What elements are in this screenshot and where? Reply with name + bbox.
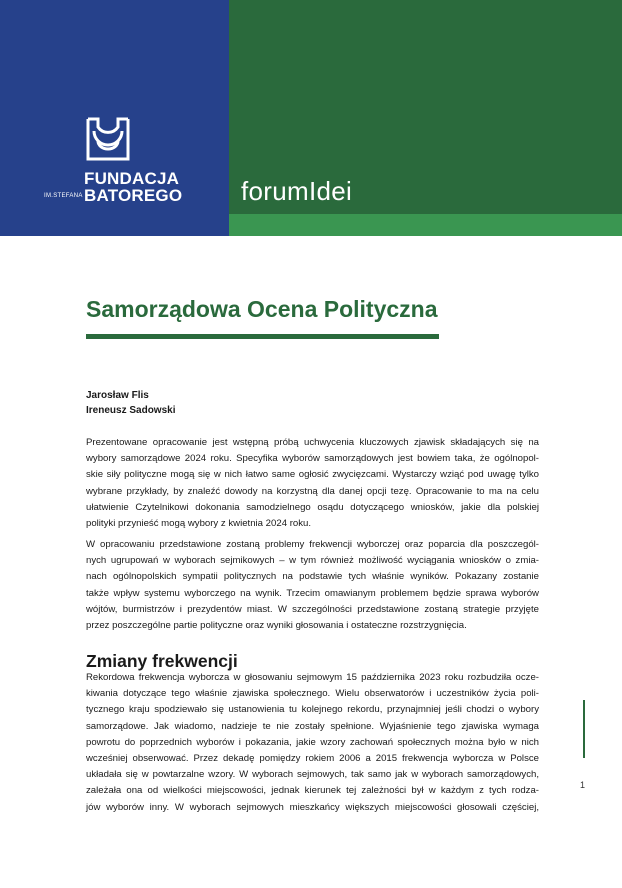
paragraph-line: skie siły polityczne mogą się w nich łatwo same ogłosić zwycięzcami. Wystarczy wziąć pod uwagę tylko [86,469,539,481]
author-2: Ireneusz Sadowski [86,405,176,416]
paragraph-line: Rekordowa frekwencja wyborcza w głosowaniu sejmowym 15 października 2023 roku rozbudziła ocze- [86,672,539,683]
paragraph-line: wójtów, burmistrzów i prezydentów miast. W szczególności przedstawione zostaną strategie przyjęte [86,603,539,615]
paragraph-line: kiwania dotyczące tego właśnie zjawiska społecznego. Wielu obserwatorów i uczestników życia poli- [86,688,539,700]
paragraph-1 [86,435,539,532]
header-green-stripe [229,214,622,236]
paragraph-line: przez poszczególne partie polityczne oraz wyniki głosowania i ostateczne rozstrzygnięcia. [86,620,467,632]
paragraph-2 [86,537,539,634]
paragraph-line: powrotu do poprzednich wyborów i pokazania, jakie wzory zachowań społecznych można było w nich [86,736,539,748]
paragraph-line: wcześniej obserwować. Przez dekadę pomiędzy rokiem 2006 a 2015 frekwencja wyborcza w Polsce [86,753,539,765]
paragraph-line: polityki przynieść mogą wybory z kwietnia 2024 roku. [86,518,312,530]
paragraph-line: samorządowe. Jak wiadomo, nadzieje te nie zostały spełnione. Wyjaśnienie tego zjawiska wymaga [86,720,539,732]
paragraph-line: także wpływ systemu wyborczego na wynik. Trzecim omawianym problemem będzie sprawa wyborów [86,587,539,599]
document-title: Samorządowa Ocena Polityczna [86,296,438,322]
logo-line2: BATOREGO [84,186,183,205]
authors [86,388,175,418]
paragraph-3 [86,670,539,816]
author-1: Jarosław Flis [86,390,149,401]
logo-small-text: IM.STEFANA [44,193,83,199]
logo-wordmark [84,170,182,204]
section-heading: Zmiany frekwencji [86,651,238,671]
logo-line1: FUNDACJA [84,169,180,188]
paragraph-line: nach ogólnopolskich sympatii politycznych na podstawie tych właśnie wyników. Pokazany zostanie [86,571,539,583]
paragraph-line: wybory samorządowe 2024 roku. Specyfika wyborów samorządowych jest bowiem taka, że ogólnopol- [86,453,539,465]
paragraph-line: jów wyborów inny. W wyborach sejmowych mieszkańcy większych miejscowości głosowali częściej, [86,801,539,813]
paragraph-line: ułatwienie Czytelnikowi dokonania samodzielnego osądu dotyczącego wniosków, jakie dla polskiej [86,501,539,513]
header-banner [0,0,622,236]
paragraph-line: zależała ona od wielkości miejscowości, jednak kierunek tej zależności był w każdym z tych rodza- [86,785,539,797]
title-rule [86,334,439,339]
fundacja-logo-icon [86,117,130,161]
paragraph-line: Prezentowane opracowanie jest wstępną próbą uchwycenia kluczowych zjawisk składających się na [86,437,539,448]
paragraph-line: W opracowaniu przedstawione zostaną problemy frekwencji wyborczej oraz poparcia dla poszczegól- [86,539,539,550]
paragraph-line: wybrane przykłady, by znaleźć dowody na korzystną dla danej opcji tezę. Opracowanie to ma na celu [86,485,539,497]
paragraph-line: tycznego kraju spodziewało się ustanowienia tu kolejnego rekordu, przynajmniej jeśli chodzi o wybory [86,704,539,716]
margin-accent-bar [583,700,585,758]
paragraph-line: układała się w powtarzalne wzory. W wyborach sejmowych, tak samo jak w wyborach samorządowych, [86,769,539,781]
forum-idei-label: forumIdei [241,176,353,206]
paragraph-line: nych ugrupowań w wyborach sejmikowych – w tym również możliwość wyciągania wniosków o zmia- [86,555,539,567]
page-number: 1 [580,780,586,790]
